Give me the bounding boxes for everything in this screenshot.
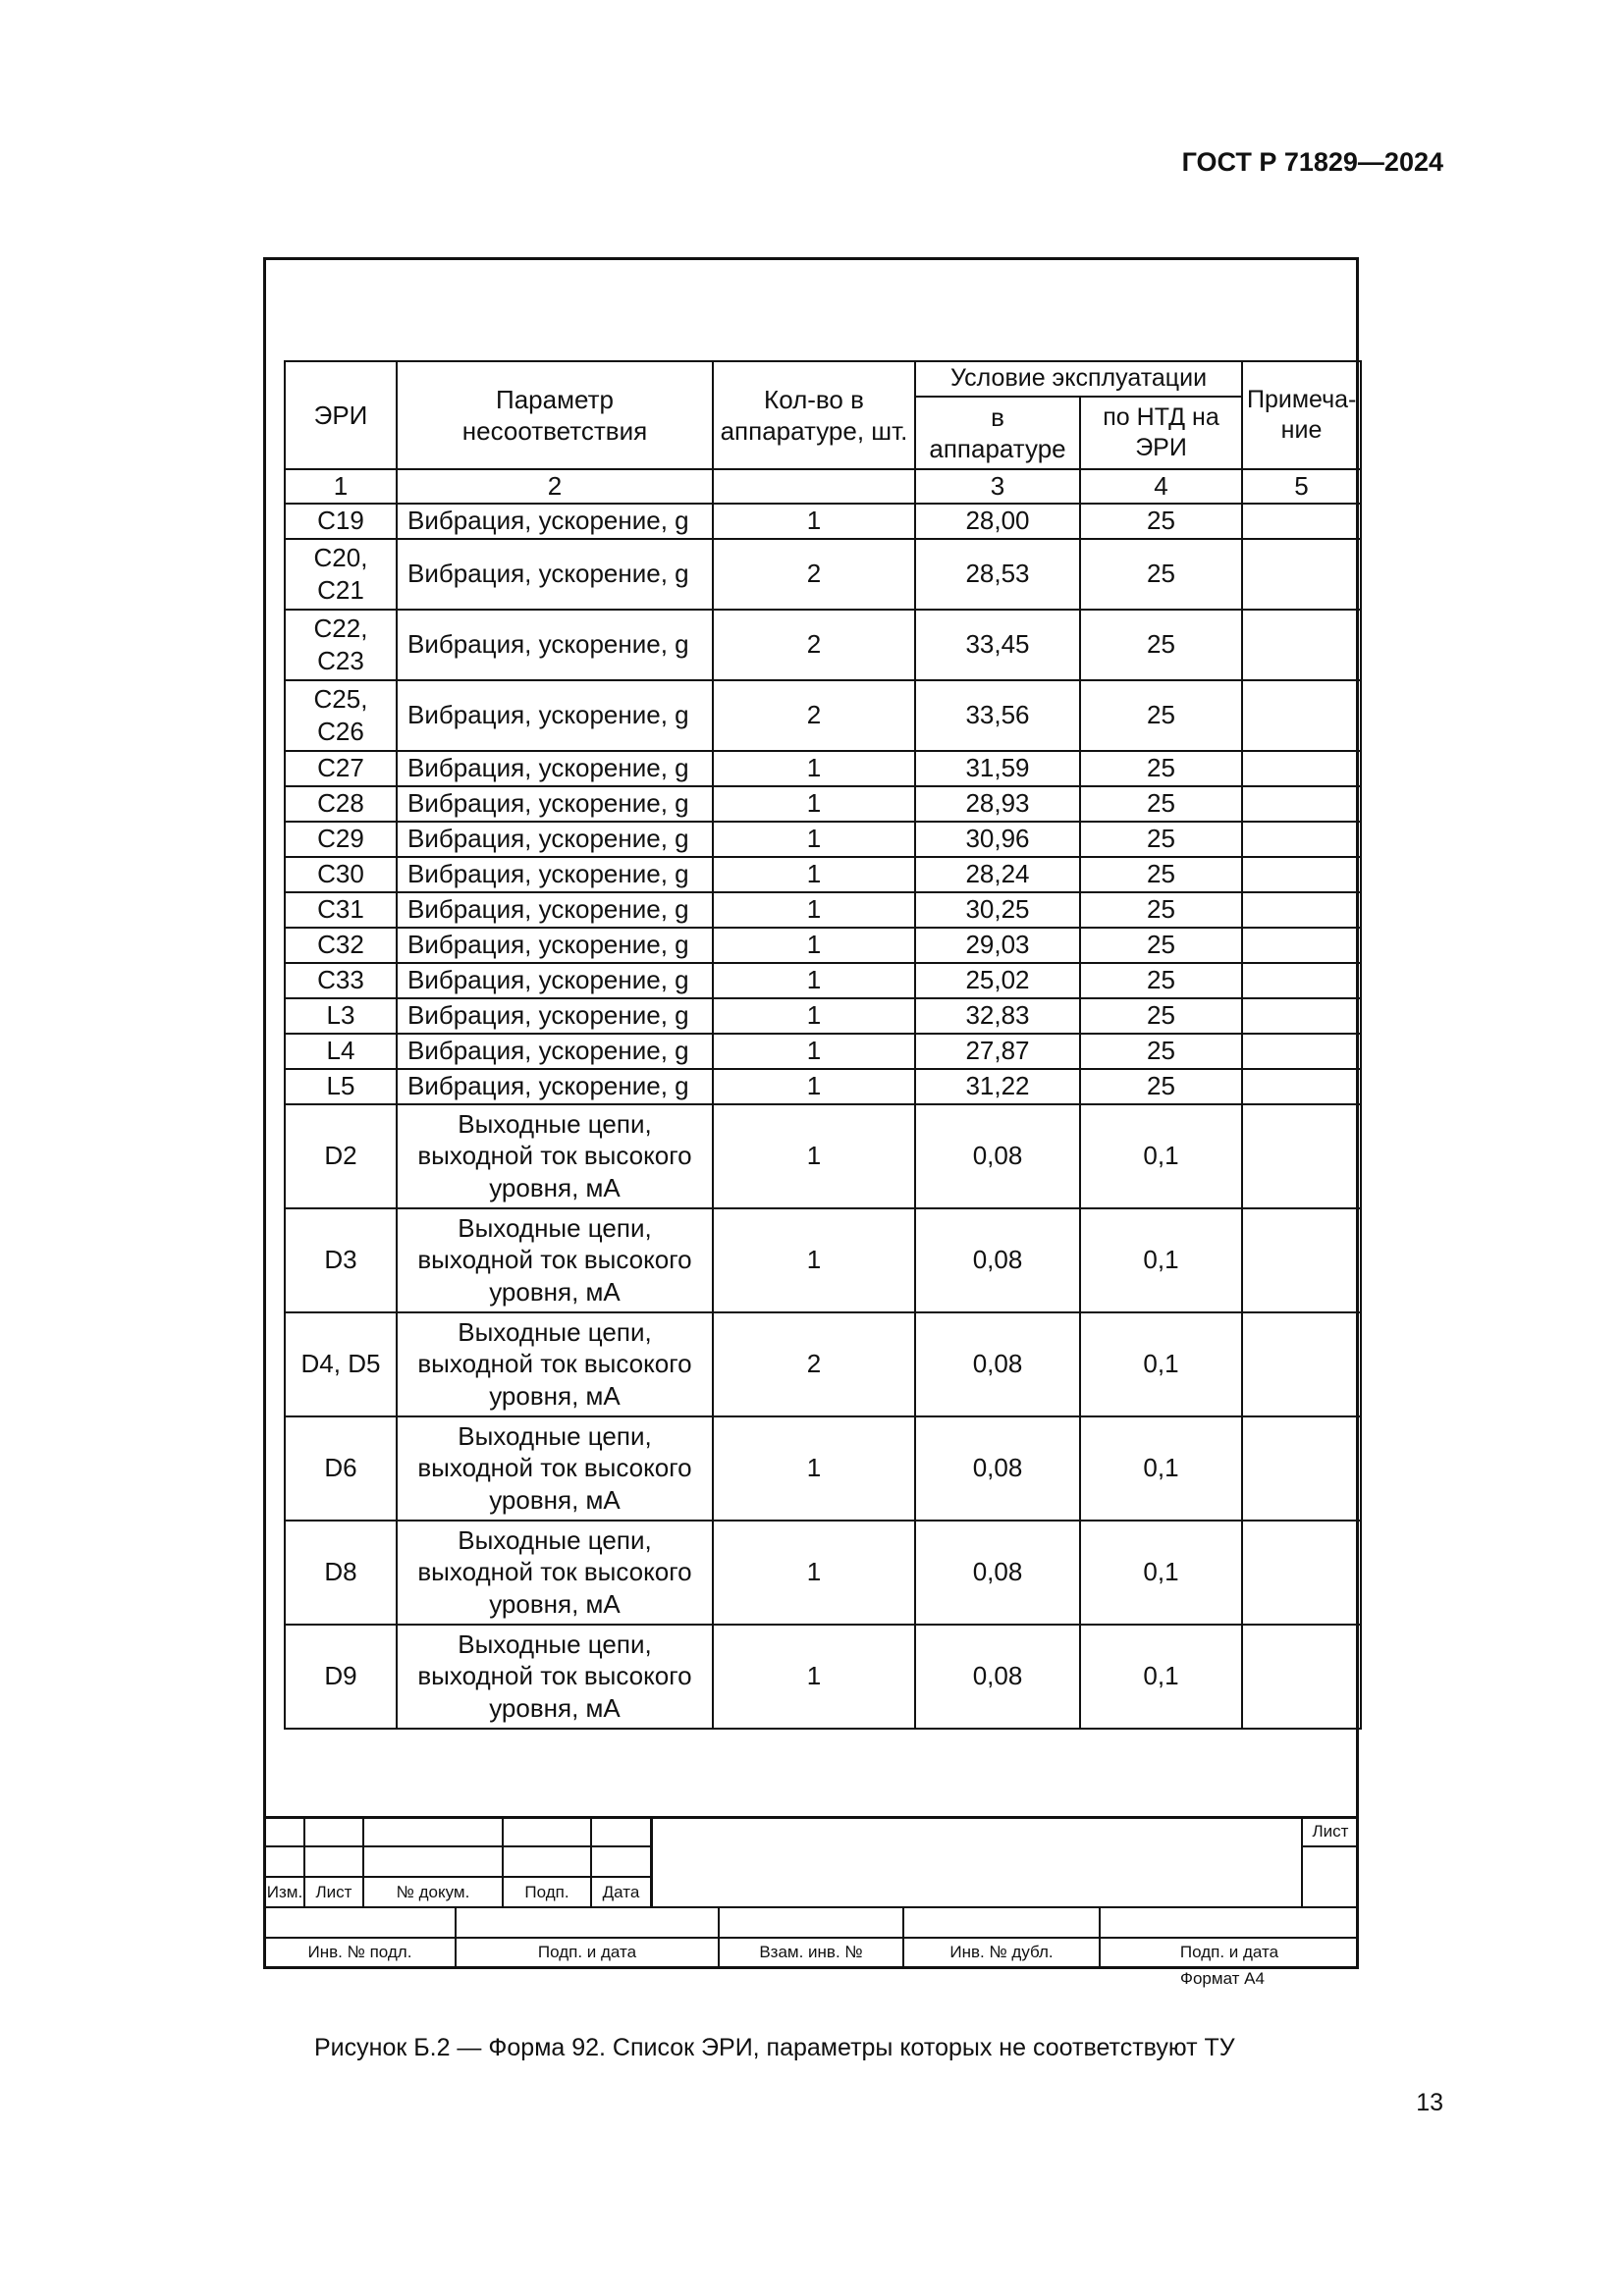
header-cond-app: в аппаратуре — [915, 397, 1080, 469]
cell-note — [1242, 1521, 1361, 1625]
table-row — [285, 928, 1361, 963]
cell-ntd: 0,1 — [1080, 1416, 1242, 1521]
cell-qty: 1 — [713, 1416, 915, 1521]
table-row — [285, 1208, 1361, 1312]
cell-eri: С33 — [285, 963, 397, 998]
cell-note — [1242, 539, 1361, 610]
cell-eri: L4 — [285, 1034, 397, 1069]
cell-qty: 2 — [713, 610, 915, 680]
cell-ntd: 25 — [1080, 610, 1242, 680]
cell-ntd: 25 — [1080, 822, 1242, 857]
header-qty: Кол-во в аппаратуре, шт. — [713, 361, 915, 469]
table-row — [285, 822, 1361, 857]
cell-eri: L5 — [285, 1069, 397, 1104]
cell-app: 28,53 — [915, 539, 1080, 610]
cell-qty: 1 — [713, 1069, 915, 1104]
table-row — [285, 680, 1361, 751]
cell-param: Вибрация, ускорение, g — [397, 998, 713, 1034]
cell-app: 28,00 — [915, 504, 1080, 539]
cell-qty: 2 — [713, 1312, 915, 1416]
cell-param: Вибрация, ускорение, g — [397, 892, 713, 928]
header-eri: ЭРИ — [285, 361, 397, 469]
col-number: 5 — [1242, 469, 1361, 504]
cell-eri: С31 — [285, 892, 397, 928]
cell-ntd: 25 — [1080, 1034, 1242, 1069]
cell-note — [1242, 857, 1361, 892]
cell-note — [1242, 1416, 1361, 1521]
cell-param: Выходные цепи, выходной ток высокого уровня, мА — [397, 1625, 713, 1729]
cell-eri: С20, С21 — [285, 539, 397, 610]
cell-ntd: 25 — [1080, 680, 1242, 751]
cell-app: 33,45 — [915, 610, 1080, 680]
cell-note — [1242, 963, 1361, 998]
stamp-line — [265, 1816, 1358, 1819]
cell-eri: D9 — [285, 1625, 397, 1729]
document-code: ГОСТ Р 71829—2024 — [1181, 147, 1443, 177]
cell-ntd: 0,1 — [1080, 1208, 1242, 1312]
cell-eri: С19 — [285, 504, 397, 539]
cell-qty: 1 — [713, 928, 915, 963]
table-row — [285, 504, 1361, 539]
cell-eri: С29 — [285, 822, 397, 857]
cell-param: Вибрация, ускорение, g — [397, 822, 713, 857]
cell-app: 0,08 — [915, 1521, 1080, 1625]
stamp-podp: Подп. — [524, 1883, 569, 1901]
col-number: 1 — [285, 469, 397, 504]
cell-ntd: 25 — [1080, 539, 1242, 610]
stamp-line — [265, 1906, 1358, 1908]
cell-param: Вибрация, ускорение, g — [397, 963, 713, 998]
col-number: 3 — [915, 469, 1080, 504]
cell-param: Вибрация, ускорение, g — [397, 1034, 713, 1069]
cell-eri: L3 — [285, 998, 397, 1034]
column-numbers-row — [285, 469, 1361, 504]
cell-eri: D6 — [285, 1416, 397, 1521]
cell-app: 28,93 — [915, 786, 1080, 822]
cell-app: 0,08 — [915, 1104, 1080, 1208]
cell-app: 31,59 — [915, 751, 1080, 786]
table-row — [285, 751, 1361, 786]
table-row — [285, 892, 1361, 928]
table-row — [285, 1104, 1361, 1208]
stamp-list: Лист — [315, 1883, 352, 1901]
cell-eri: С27 — [285, 751, 397, 786]
table-row — [285, 1069, 1361, 1104]
cell-note — [1242, 1625, 1361, 1729]
table-row — [285, 1312, 1361, 1416]
cell-param: Выходные цепи, выходной ток высокого уровня, мА — [397, 1104, 713, 1208]
cell-qty: 1 — [713, 1208, 915, 1312]
table-row — [285, 1625, 1361, 1729]
cell-note — [1242, 1069, 1361, 1104]
cell-qty: 1 — [713, 751, 915, 786]
cell-note — [1242, 504, 1361, 539]
cell-qty: 1 — [713, 963, 915, 998]
cell-qty: 1 — [713, 1034, 915, 1069]
cell-eri: D4, D5 — [285, 1312, 397, 1416]
header-cond-ntd: по НТД на ЭРИ — [1080, 397, 1242, 469]
cell-app: 33,56 — [915, 680, 1080, 751]
cell-app: 27,87 — [915, 1034, 1080, 1069]
stamp-doc-no: № докум. — [396, 1883, 470, 1901]
header-conditions: Условие эксплуатации — [915, 361, 1242, 397]
cell-app: 28,24 — [915, 857, 1080, 892]
cell-note — [1242, 680, 1361, 751]
stamp-inv-podl: Инв. № подл. — [307, 1943, 412, 1961]
cell-note — [1242, 1312, 1361, 1416]
cell-note — [1242, 822, 1361, 857]
table-row — [285, 963, 1361, 998]
cell-note — [1242, 786, 1361, 822]
cell-eri: D2 — [285, 1104, 397, 1208]
title-block — [265, 1816, 1358, 1967]
cell-app: 0,08 — [915, 1312, 1080, 1416]
cell-note — [1242, 1208, 1361, 1312]
cell-ntd: 25 — [1080, 963, 1242, 998]
format-label: Формат А4 — [1180, 1969, 1265, 1988]
stamp-line — [265, 1937, 1358, 1939]
cell-param: Вибрация, ускорение, g — [397, 610, 713, 680]
cell-ntd: 25 — [1080, 857, 1242, 892]
cell-eri: С28 — [285, 786, 397, 822]
stamp-izm: Изм. — [266, 1883, 303, 1901]
cell-note — [1242, 610, 1361, 680]
cell-ntd: 0,1 — [1080, 1104, 1242, 1208]
cell-param: Выходные цепи, выходной ток высокого уровня, мА — [397, 1208, 713, 1312]
cell-qty: 1 — [713, 998, 915, 1034]
cell-qty: 1 — [713, 857, 915, 892]
cell-app: 32,83 — [915, 998, 1080, 1034]
stamp-date: Дата — [602, 1883, 640, 1901]
cell-eri: D3 — [285, 1208, 397, 1312]
cell-param: Вибрация, ускорение, g — [397, 504, 713, 539]
stamp-line — [265, 1876, 651, 1878]
stamp-line — [265, 1845, 651, 1847]
cell-param: Вибрация, ускорение, g — [397, 539, 713, 610]
stamp-podp-date-1: Подп. и дата — [537, 1943, 637, 1961]
cell-eri: С22, С23 — [285, 610, 397, 680]
cell-ntd: 0,1 — [1080, 1625, 1242, 1729]
header-row-1 — [285, 361, 1361, 397]
cell-ntd: 25 — [1080, 928, 1242, 963]
table-row — [285, 786, 1361, 822]
cell-note — [1242, 1034, 1361, 1069]
cell-note — [1242, 998, 1361, 1034]
cell-app: 0,08 — [915, 1208, 1080, 1312]
table-row — [285, 998, 1361, 1034]
stamp-vzam-inv: Взам. инв. № — [759, 1943, 863, 1961]
cell-qty: 1 — [713, 892, 915, 928]
cell-qty: 1 — [713, 504, 915, 539]
figure-caption: Рисунок Б.2 — Форма 92. Список ЭРИ, параметры которых не соответствуют ТУ — [314, 2034, 1235, 2061]
cell-ntd: 25 — [1080, 751, 1242, 786]
cell-eri: D8 — [285, 1521, 397, 1625]
cell-note — [1242, 751, 1361, 786]
cell-ntd: 25 — [1080, 1069, 1242, 1104]
cell-qty: 1 — [713, 786, 915, 822]
cell-ntd: 25 — [1080, 786, 1242, 822]
cell-qty: 1 — [713, 1521, 915, 1625]
table-row — [285, 1521, 1361, 1625]
cell-app: 30,96 — [915, 822, 1080, 857]
cell-param: Выходные цепи, выходной ток высокого уровня, мА — [397, 1312, 713, 1416]
header-note: Примеча-ние — [1242, 361, 1361, 469]
cell-param: Выходные цепи, выходной ток высокого уровня, мА — [397, 1416, 713, 1521]
cell-ntd: 0,1 — [1080, 1521, 1242, 1625]
cell-param: Вибрация, ускорение, g — [397, 786, 713, 822]
col-number: 2 — [397, 469, 713, 504]
cell-ntd: 0,1 — [1080, 1312, 1242, 1416]
stamp-line — [1303, 1845, 1358, 1847]
cell-app: 30,25 — [915, 892, 1080, 928]
cell-param: Вибрация, ускорение, g — [397, 857, 713, 892]
cell-qty: 1 — [713, 822, 915, 857]
cell-param: Вибрация, ускорение, g — [397, 1069, 713, 1104]
cell-eri: С32 — [285, 928, 397, 963]
cell-eri: С30 — [285, 857, 397, 892]
cell-qty: 1 — [713, 1104, 915, 1208]
cell-param: Выходные цепи, выходной ток высокого уровня, мА — [397, 1521, 713, 1625]
cell-ntd: 25 — [1080, 892, 1242, 928]
eri-table — [284, 360, 1362, 1730]
table-row — [285, 1416, 1361, 1521]
stamp-podp-date-2: Подп. и дата — [1179, 1943, 1279, 1961]
cell-ntd: 25 — [1080, 504, 1242, 539]
col-number: 4 — [1080, 469, 1242, 504]
table-row — [285, 610, 1361, 680]
table-row — [285, 1034, 1361, 1069]
cell-qty: 2 — [713, 680, 915, 751]
cell-qty: 2 — [713, 539, 915, 610]
cell-param: Вибрация, ускорение, g — [397, 751, 713, 786]
cell-note — [1242, 1104, 1361, 1208]
page-number: 13 — [1416, 2089, 1443, 2116]
cell-param: Вибрация, ускорение, g — [397, 928, 713, 963]
cell-note — [1242, 928, 1361, 963]
cell-app: 0,08 — [915, 1625, 1080, 1729]
stamp-inv-dubl: Инв. № дубл. — [949, 1943, 1054, 1961]
header-param: Параметр несоответствия — [397, 361, 713, 469]
cell-app: 25,02 — [915, 963, 1080, 998]
cell-ntd: 25 — [1080, 998, 1242, 1034]
cell-param: Вибрация, ускорение, g — [397, 680, 713, 751]
cell-note — [1242, 892, 1361, 928]
col-number — [713, 469, 915, 504]
stamp-sheet-label: Лист — [1312, 1822, 1349, 1841]
cell-qty: 1 — [713, 1625, 915, 1729]
cell-eri: С25, С26 — [285, 680, 397, 751]
cell-app: 31,22 — [915, 1069, 1080, 1104]
table-row — [285, 539, 1361, 610]
cell-app: 0,08 — [915, 1416, 1080, 1521]
cell-app: 29,03 — [915, 928, 1080, 963]
table-row — [285, 857, 1361, 892]
stamp-line — [650, 1816, 653, 1906]
